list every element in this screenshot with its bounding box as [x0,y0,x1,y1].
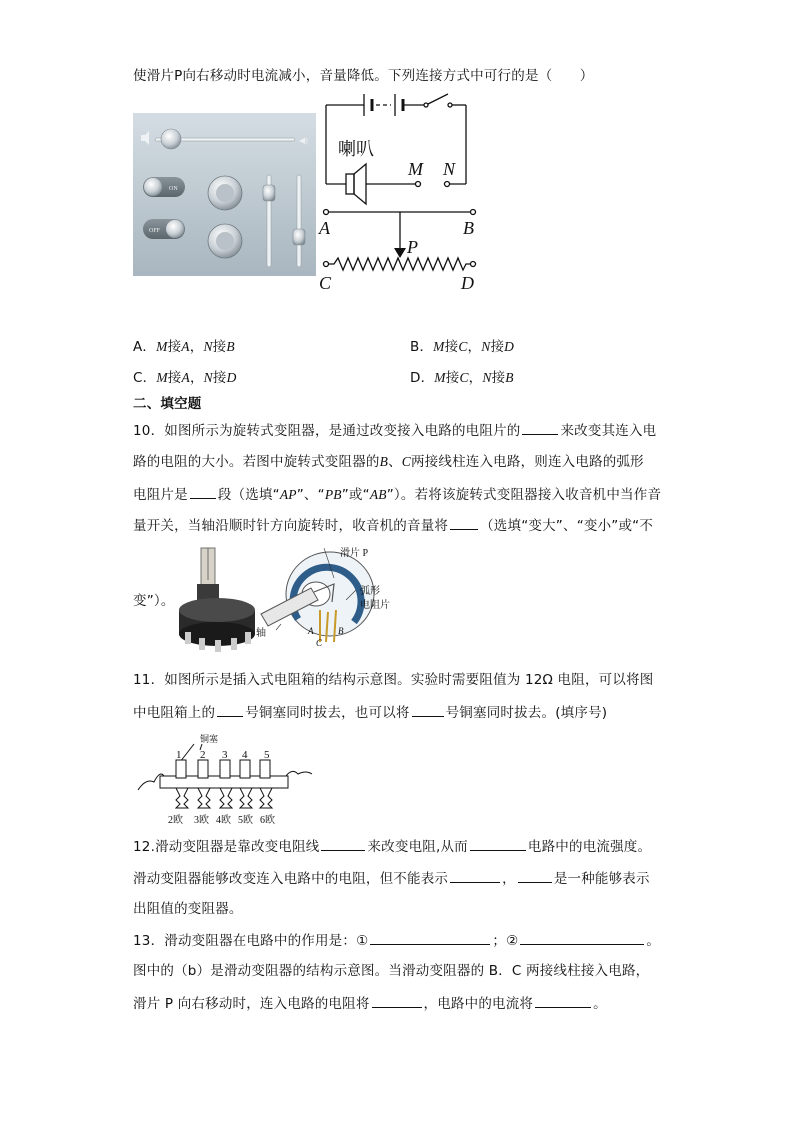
option-part: A [181,339,190,354]
slider-p-label: P [407,237,418,257]
answer-blank[interactable] [518,868,552,883]
option-part: D [226,370,237,385]
option-part: ， [189,370,204,386]
on-label: ON [169,186,178,192]
text: B [379,454,389,469]
answer-blank[interactable] [522,420,558,435]
text: （选填“变大”、“变小”或“不 [480,518,654,534]
text: PB [324,487,342,502]
resistor-value: 5欧 [238,815,253,826]
text: 13．滑动变阻器在电路中的作用是：① [133,933,369,949]
answer-blank[interactable] [520,930,644,945]
answer-blank[interactable] [321,836,365,851]
text: 号铜塞同时拔去。(填序号) [445,705,608,721]
option-part: C [459,370,469,385]
option-part: 接 [445,370,460,386]
option-part: C [458,339,468,354]
text: 10．如图所示为旋转式变阻器，是通过改变接入电路的电阻片的 [133,423,521,439]
answer-blank[interactable] [535,993,591,1008]
q13-line-3 [133,993,607,1014]
q10-line-4 [133,515,653,536]
text: 、 [388,454,402,470]
q12-line-1 [133,836,651,857]
text: 滑片 P 向右移动时，连入电路的电阻将 [133,996,370,1012]
q11-line-2 [133,702,607,723]
option-part: M [156,370,168,385]
q12-line-3: 出阻值的变阻器。 [133,901,243,917]
option-letter: D． [410,370,435,386]
text: 电路中的电流强度。 [527,839,652,855]
q10-line-1 [133,420,656,441]
option-part: M [156,339,168,354]
option-part: D [504,339,515,354]
option-part: 接 [491,370,506,386]
text: 路的电阻的大小。若图中旋转式变阻器的 [133,454,380,470]
option-part: 接 [167,339,182,355]
option-part: ， [189,339,204,355]
volume-control-panel-image [133,113,316,276]
text: 来改变其连入电 [560,423,657,439]
terminal-c-label: C [316,638,323,648]
resistor-value: 2欧 [168,815,183,826]
text: 是一种能够表示 [553,871,650,887]
text: ”、“ [296,487,325,503]
q9-stem: 使滑片P向右移动时电流减小，音量降低。下列连接方式中可行的是（ ） [133,68,594,84]
text: ， [502,871,516,887]
q9-option-a [133,337,235,357]
plug-number: 4 [242,749,248,761]
option-part: N [203,370,213,385]
option-part: 接 [212,339,227,355]
q12-line-2 [133,868,650,889]
option-part: N [203,339,213,354]
q10-line-5: 变”）。 [133,593,175,609]
text: 段（选填“ [217,487,280,503]
option-part: M [433,339,445,354]
svg-text:◀): ◀) [299,136,308,145]
answer-blank[interactable] [217,702,243,717]
text: 。 [646,933,661,949]
text: 中电阻箱上的 [133,705,216,721]
option-part: B [226,339,235,354]
text: 两接线柱连入电路，则连入电路的弧形 [410,454,644,470]
option-part: A [181,370,190,385]
text: ，电路中的电流将 [423,996,534,1012]
resistor-value: 6欧 [260,815,275,826]
option-part: 接 [444,339,459,355]
q13-line-1 [133,930,660,951]
q10-line-2 [133,452,644,472]
rotary-rheostat-structure-diagram [256,544,401,652]
terminal-d-label: D [461,273,474,293]
off-label: OFF [149,228,161,234]
rotary-rheostat-photo [175,540,265,655]
text: C [401,454,411,469]
shaft-label: 轴 [256,628,266,639]
text: 滑动变阻器能够改变连入电路中的电阻，但不能表示 [133,871,449,887]
arc-label-1: 弧形 [360,586,380,597]
terminal-a-label: A [308,626,314,636]
text: ”）。若将该旋转式变阻器接入收音机中当作音 [386,487,662,503]
option-letter: C． [133,370,157,386]
text: 号铜塞同时拔去，也可以将 [245,705,410,721]
speaker-circuit-diagram [316,88,486,298]
terminal-b-label: B [338,626,344,636]
terminal-c-label: C [319,273,332,293]
option-part: 接 [490,339,505,355]
plug-number: 1 [176,749,182,761]
text: 来改变电阻,从而 [367,839,468,855]
text: 电阻片是 [133,487,188,503]
option-part: ， [467,339,482,355]
q9-option-b [410,337,514,357]
answer-blank[interactable] [450,515,478,530]
option-part: 接 [167,370,182,386]
option-letter: A． [133,339,157,355]
q13-line-2: 图中的（b）是滑动变阻器的结构示意图。当滑动变阻器的 B．C 两接线柱接入电路， [133,963,650,979]
text: AP [279,487,297,502]
text: ；② [492,933,519,949]
option-part: M [434,370,446,385]
terminal-a-label: A [319,218,330,238]
answer-blank[interactable] [450,868,500,883]
section-title: 二、填空题 [133,396,202,412]
option-part: 接 [212,370,227,386]
plug-number: 5 [264,749,270,761]
option-part: ， [468,370,483,386]
answer-blank[interactable] [190,484,216,499]
slider-label: 滑片 P [340,548,369,559]
plug-number: 2 [200,749,206,761]
option-part: B [505,370,514,385]
terminal-b-label: B [463,218,474,238]
answer-blank[interactable] [412,702,444,717]
terminal-m-label: M [408,159,423,179]
q9-option-c [133,368,237,388]
terminal-n-label: N [443,159,456,179]
resistor-value: 3欧 [194,815,209,826]
text: AB [369,487,387,502]
resistance-box-diagram [136,730,316,826]
q11-line-1: 11．如图所示是插入式电阻箱的结构示意图。实验时需要阻值为 12Ω 电阻，可以将图 [133,672,654,688]
option-letter: B． [410,339,434,355]
q10-line-3 [133,484,661,505]
option-part: N [482,370,492,385]
text: 量开关，当轴沿顺时针方向旋转时，收音机的音量将 [133,518,449,534]
answer-blank[interactable] [370,930,490,945]
speaker-label: 喇叭 [338,139,374,159]
answer-blank[interactable] [470,836,526,851]
text: ”或“ [341,487,370,503]
resistor-value: 4欧 [216,815,231,826]
text: 12.滑动变阻器是靠改变电阻线 [133,839,320,855]
answer-blank[interactable] [372,993,422,1008]
copper-plug-label: 铜塞 [200,734,219,744]
text: 。 [593,996,607,1012]
arc-label-2: 电阻片 [360,600,390,611]
q9-option-d [410,368,514,388]
option-part: N [481,339,491,354]
plug-number: 3 [222,749,228,761]
